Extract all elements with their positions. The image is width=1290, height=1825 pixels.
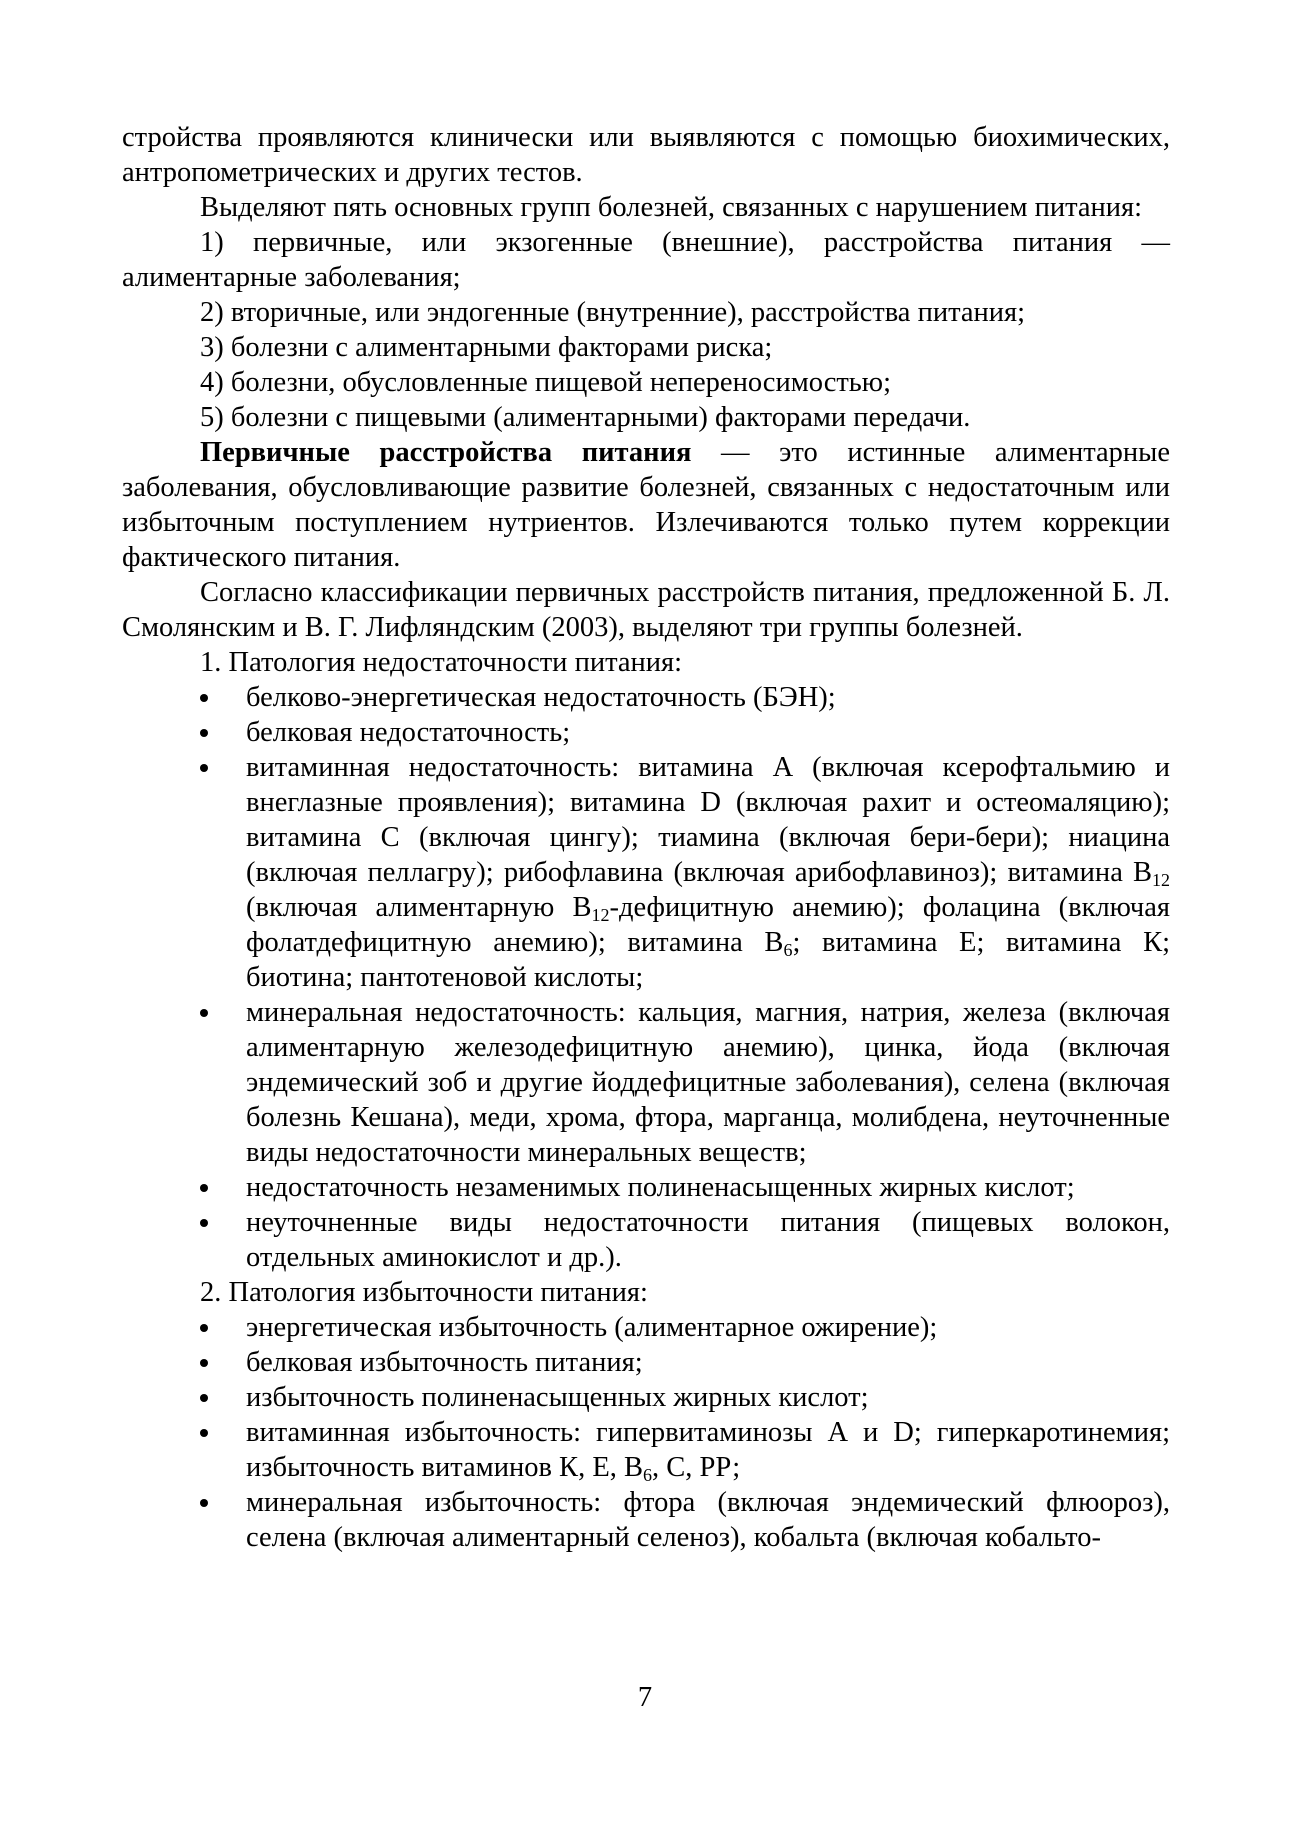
section-heading-excess: 2. Патология избыточности питания: bbox=[200, 1277, 648, 1308]
group-item-2: 2) вторичные, или эндогенные (внутренние), расстройства питания; bbox=[200, 297, 1026, 328]
section-heading-deficiency: 1. Патология недостаточности питания: bbox=[200, 647, 683, 678]
bullet-icon bbox=[200, 1009, 208, 1017]
bullet-icon bbox=[200, 1394, 208, 1402]
paragraph-continuation: стройства проявляются клинически или выявляются с помощью биохимических, антропометрических и других тестов. bbox=[122, 122, 1170, 188]
paragraph-classification: Согласно классификации первичных расстройств питания, предложенной Б. Л. Смолянским и В. Г. Лифляндским (2003), выделяют три группы болезней. bbox=[122, 577, 1170, 643]
list-item: белково-энергетическая недостаточность (БЭН); bbox=[122, 680, 1170, 715]
group-item-3: 3) болезни с алиментарными факторами риска; bbox=[200, 332, 773, 363]
bullet-icon bbox=[200, 1429, 208, 1437]
bullet-icon bbox=[200, 1359, 208, 1367]
bullet-icon bbox=[200, 1499, 208, 1507]
group-item-5: 5) болезни с пищевыми (алиментарными) факторами передачи. bbox=[200, 402, 971, 433]
bullet-icon bbox=[200, 1184, 208, 1192]
term-primary-disorders: Первичные расстройства питания bbox=[200, 437, 692, 468]
list-item: витаминная недостаточность: витамина А (включая ксерофтальмию и внеглазные проявления); витамина D (включая рахит и остеомаляцию); витамина С (включая цингу); тиамина (включая бери-бери); ниацина (включая пеллагру); рибофлавина (включая арибофлавиноз); витамина $В_{12}$ (включая алиментарную $В_{12}$-дефицитную анемию); фолацина (включая фолатдефицитную анемию); витамина $В_6$; витамина Е; витамина К; биотина; пантотеновой кислоты; bbox=[122, 750, 1170, 995]
page-number: 7 bbox=[637, 1682, 653, 1713]
bullet-icon bbox=[200, 729, 208, 737]
excess-list bbox=[122, 1310, 1170, 1555]
deficiency-list bbox=[122, 680, 1170, 1275]
primary-disorders-definition: — это истинные алиментарные заболевания, обусловливающие развитие болезней, связанных с недостаточным или избыточным поступлением нутриентов. Излечиваются только путем коррекции фактического питания. bbox=[122, 437, 1170, 573]
list-item: белковая избыточность питания; bbox=[122, 1345, 1170, 1380]
list-item: энергетическая избыточность (алиментарное ожирение); bbox=[122, 1310, 1170, 1345]
bullet-icon bbox=[200, 764, 208, 772]
list-item: неуточненные виды недостаточности питания (пищевых волокон, отдельных аминокислот и др.). bbox=[122, 1205, 1170, 1275]
list-item: избыточность полиненасыщенных жирных кислот; bbox=[122, 1380, 1170, 1415]
bullet-icon bbox=[200, 1324, 208, 1332]
body-text bbox=[122, 120, 1170, 1555]
bullet-icon bbox=[200, 694, 208, 702]
bullet-icon bbox=[200, 1219, 208, 1227]
group-item-4: 4) болезни, обусловленные пищевой непереносимостью; bbox=[200, 367, 891, 398]
list-item: минеральная избыточность: фтора (включая эндемический флюороз), селена (включая алиментарный селеноз), кобальта (включая кобальто- bbox=[122, 1485, 1170, 1555]
group-item-1: 1) первичные, или экзогенные (внешние), расстройства питания — алиментарные заболевания; bbox=[122, 227, 1170, 293]
list-item: витаминная избыточность: гипервитаминозы А и D; гиперкаротинемия; избыточность витаминов К, Е, $В_6$, С, РР; bbox=[122, 1415, 1170, 1485]
list-item: недостаточность незаменимых полиненасыщенных жирных кислот; bbox=[122, 1170, 1170, 1205]
paragraph-groups-intro: Выделяют пять основных групп болезней, связанных с нарушением питания: bbox=[200, 192, 1143, 223]
paragraph-primary-disorders bbox=[122, 435, 1170, 575]
list-item: минеральная недостаточность: кальция, магния, натрия, железа (включая алиментарную железодефицитную анемию), цинка, йода (включая эндемический зоб и другие йоддефицитные заболевания), селена (включая болезнь Кешана), меди, хрома, фтора, марганца, молибдена, неуточненные виды недостаточности минеральных веществ; bbox=[122, 995, 1170, 1170]
list-item: белковая недостаточность; bbox=[122, 715, 1170, 750]
